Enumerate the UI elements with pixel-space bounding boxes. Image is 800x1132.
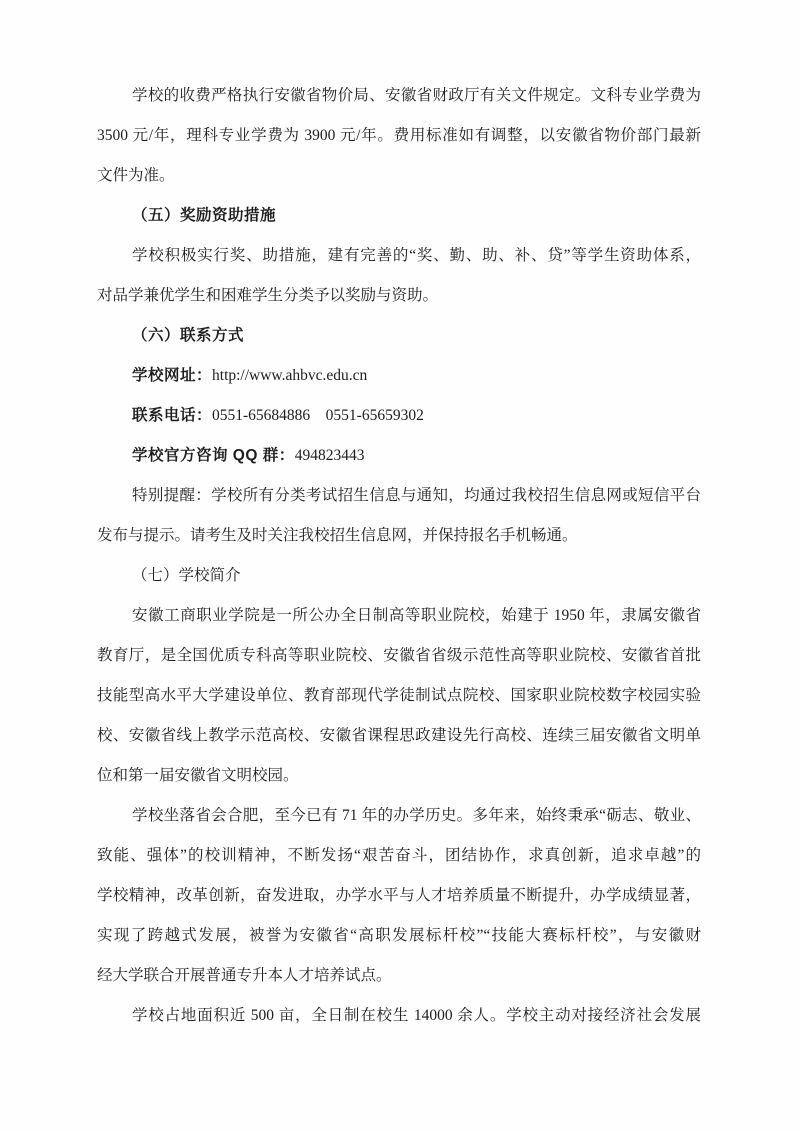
- para-fees-line3: 文件为准。: [97, 167, 175, 184]
- qq-group-label: 学校官方咨询 QQ 群：: [132, 447, 295, 464]
- contact-qq-line: [97, 436, 701, 476]
- contact-website-line: [97, 356, 701, 396]
- section-heading-awards: （五）奖励资助措施: [132, 207, 277, 224]
- para-intro1-line3: 技能型高水平大学建设单位、教育部现代学徒制试点院校、国家职业院校数字校园实验: [97, 687, 701, 704]
- contact-phone-line: [97, 396, 701, 436]
- qq-group-number: 494823443: [294, 447, 365, 464]
- section-heading-contact: （六）联系方式: [132, 327, 245, 344]
- phone-numbers: 0551-65684886 0551-65659302: [212, 407, 424, 424]
- para-intro2-line3: 学校精神，改革创新，奋发进取，办学水平与人才培养质量不断提升，办学成绩显著，: [97, 887, 701, 904]
- para-intro1-line1: 安徽工商职业学院是一所公办全日制高等职业院校，始建于 1950 年，隶属安徽省: [132, 607, 701, 624]
- para-notice-line2: 发布与提示。请考生及时关注我校招生信息网，并保持报名手机畅通。: [97, 527, 578, 544]
- website-url: http://www.ahbvc.edu.cn: [212, 367, 368, 384]
- para-intro2-line1: 学校坐落省会合肥，至今已有 71 年的办学历史。多年来，始终秉承“砺志、敬业、: [132, 807, 701, 824]
- para-fees-line2: 3500 元/年，理科专业学费为 3900 元/年。费用标准如有调整，以安徽省物价部门最新: [97, 127, 701, 144]
- para-intro2-line4: 实现了跨越式发展，被誉为安徽省“高职发展标杆校”“技能大赛标杆校”，与安徽财: [97, 927, 701, 944]
- para-awards-line1: 学校积极实行奖、助措施，建有完善的“奖、勤、助、补、贷”等学生资助体系，: [132, 247, 701, 264]
- para-intro3-line1: 学校占地面积近 500 亩，全日制在校生 14000 余人。学校主动对接经济社会发展: [132, 1007, 701, 1024]
- para-notice-line1: 特别提醒：学校所有分类考试招生信息与通知，均通过我校招生信息网或短信平台: [132, 487, 701, 504]
- section-heading-intro: （七）学校简介: [132, 567, 241, 584]
- para-intro1-line4: 校、安徽省线上教学示范高校、安徽省课程思政建设先行高校、连续三届安徽省文明单: [97, 727, 701, 744]
- para-fees-line1: 学校的收费严格执行安徽省物价局、安徽省财政厅有关文件规定。文科专业学费为: [132, 87, 701, 104]
- para-intro1-line2: 教育厅，是全国优质专科高等职业院校、安徽省省级示范性高等职业院校、安徽省首批: [97, 647, 701, 664]
- website-label: 学校网址：: [132, 367, 213, 384]
- phone-label: 联系电话：: [132, 407, 213, 424]
- para-intro2-line2: 致能、强体”的校训精神，不断发扬“艰苦奋斗，团结协作，求真创新，追求卓越”的: [97, 847, 701, 864]
- para-intro1-line5: 位和第一届安徽省文明校园。: [97, 767, 299, 784]
- para-awards-line2: 对品学兼优学生和困难学生分类予以奖励与资助。: [97, 287, 439, 304]
- para-intro2-line5: 经大学联合开展普通专升本人才培养试点。: [97, 967, 392, 984]
